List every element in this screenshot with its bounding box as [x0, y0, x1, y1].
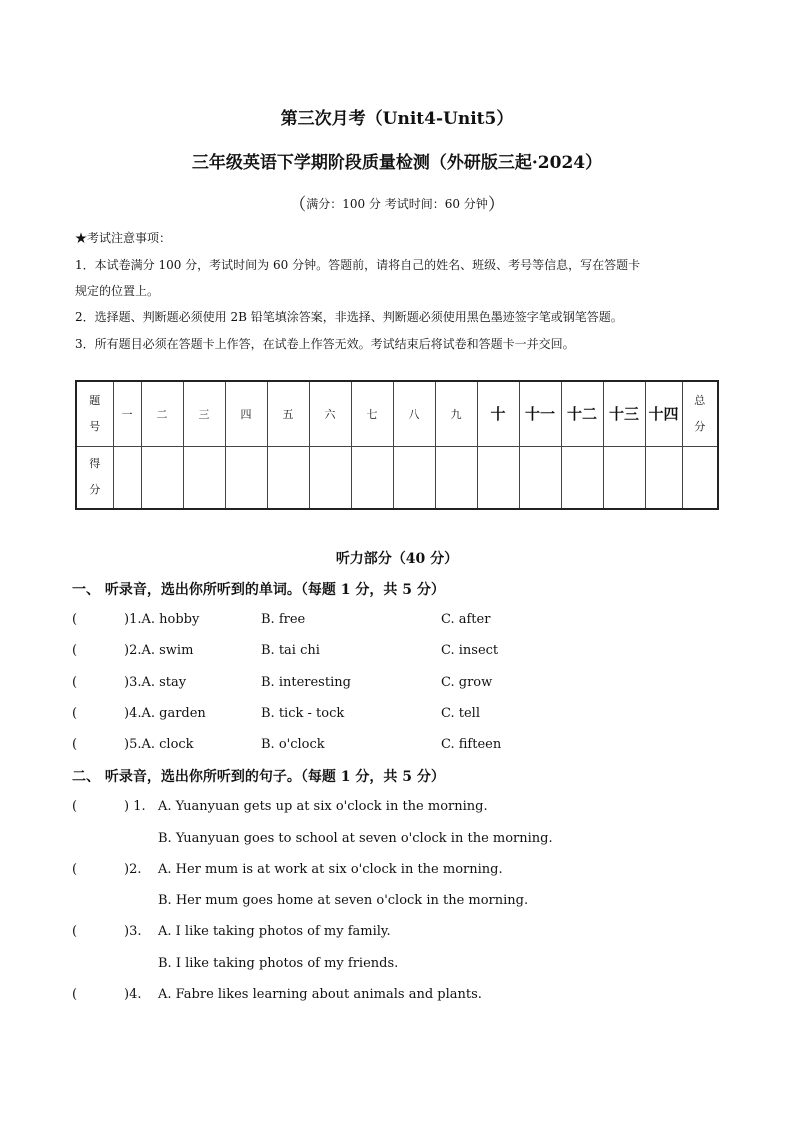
- notice-line-3: 3．所有题目必须在答题卡上作答，在试卷上作答无效。考试结束后将试卷和答题卡一并交回。: [75, 337, 575, 351]
- score-table-header-row: [76, 381, 718, 446]
- col-header: 七: [351, 381, 393, 446]
- score-table: [75, 380, 719, 510]
- col-header: 六: [309, 381, 351, 446]
- section-1-title: 一、 听录音，选出你所听到的单词。（每题 1 分，共 5 分）: [72, 582, 445, 598]
- score-cell[interactable]: [267, 446, 309, 509]
- score-cell[interactable]: [225, 446, 267, 509]
- section-2-title: 二、 听录音，选出你所听到的句子。（每题 1 分，共 5 分）: [72, 769, 445, 785]
- score-cell[interactable]: [141, 446, 183, 509]
- notice-heading: ★考试注意事项：: [75, 231, 172, 245]
- col-header: 十二: [561, 381, 603, 446]
- score-cell[interactable]: [309, 446, 351, 509]
- col-header: 十三: [603, 381, 645, 446]
- score-table-score-row: [76, 446, 718, 509]
- col-header: 十四: [645, 381, 682, 446]
- row-label-score: 得 分: [76, 446, 113, 509]
- score-cell[interactable]: [393, 446, 435, 509]
- score-cell[interactable]: [351, 446, 393, 509]
- col-header: 四: [225, 381, 267, 446]
- row-label-number: 题 号: [76, 381, 113, 446]
- score-cell[interactable]: [113, 446, 141, 509]
- col-header-total: 总 分: [682, 381, 718, 446]
- col-header: 二: [141, 381, 183, 446]
- notice-line-1a: 1．本试卷满分 100 分，考试时间为 60 分钟。答题前，请将自己的姓名、班级、考号等信息，写在答题卡: [75, 258, 641, 272]
- score-info: （满分：100 分 考试时间：60 分钟）: [289, 195, 505, 215]
- col-header: 一: [113, 381, 141, 446]
- col-header: 三: [183, 381, 225, 446]
- exam-title: 第三次月考（Unit4-Unit5）: [280, 109, 514, 129]
- col-header: 十: [477, 381, 519, 446]
- col-header: 八: [393, 381, 435, 446]
- score-cell-total[interactable]: [682, 446, 718, 509]
- col-header: 九: [435, 381, 477, 446]
- score-info-text: 满分：100 分 考试时间：60 分钟: [306, 197, 488, 211]
- score-cell[interactable]: [183, 446, 225, 509]
- score-cell[interactable]: [435, 446, 477, 509]
- score-cell[interactable]: [477, 446, 519, 509]
- score-cell[interactable]: [603, 446, 645, 509]
- score-cell[interactable]: [519, 446, 561, 509]
- notice-line-2: 2．选择题、判断题必须使用 2B 铅笔填涂答案，非选择、判断题必须使用黑色墨迹签字笔或钢笔答题。: [75, 310, 623, 324]
- col-header: 五: [267, 381, 309, 446]
- notice-line-1b: 规定的位置上。: [75, 284, 160, 298]
- score-cell[interactable]: [561, 446, 603, 509]
- exam-subtitle: 三年级英语下学期阶段质量检测（外研版三起·2024）: [191, 153, 603, 173]
- listening-heading: 听力部分（40 分）: [335, 551, 459, 567]
- col-header: 十一: [519, 381, 561, 446]
- score-cell[interactable]: [645, 446, 682, 509]
